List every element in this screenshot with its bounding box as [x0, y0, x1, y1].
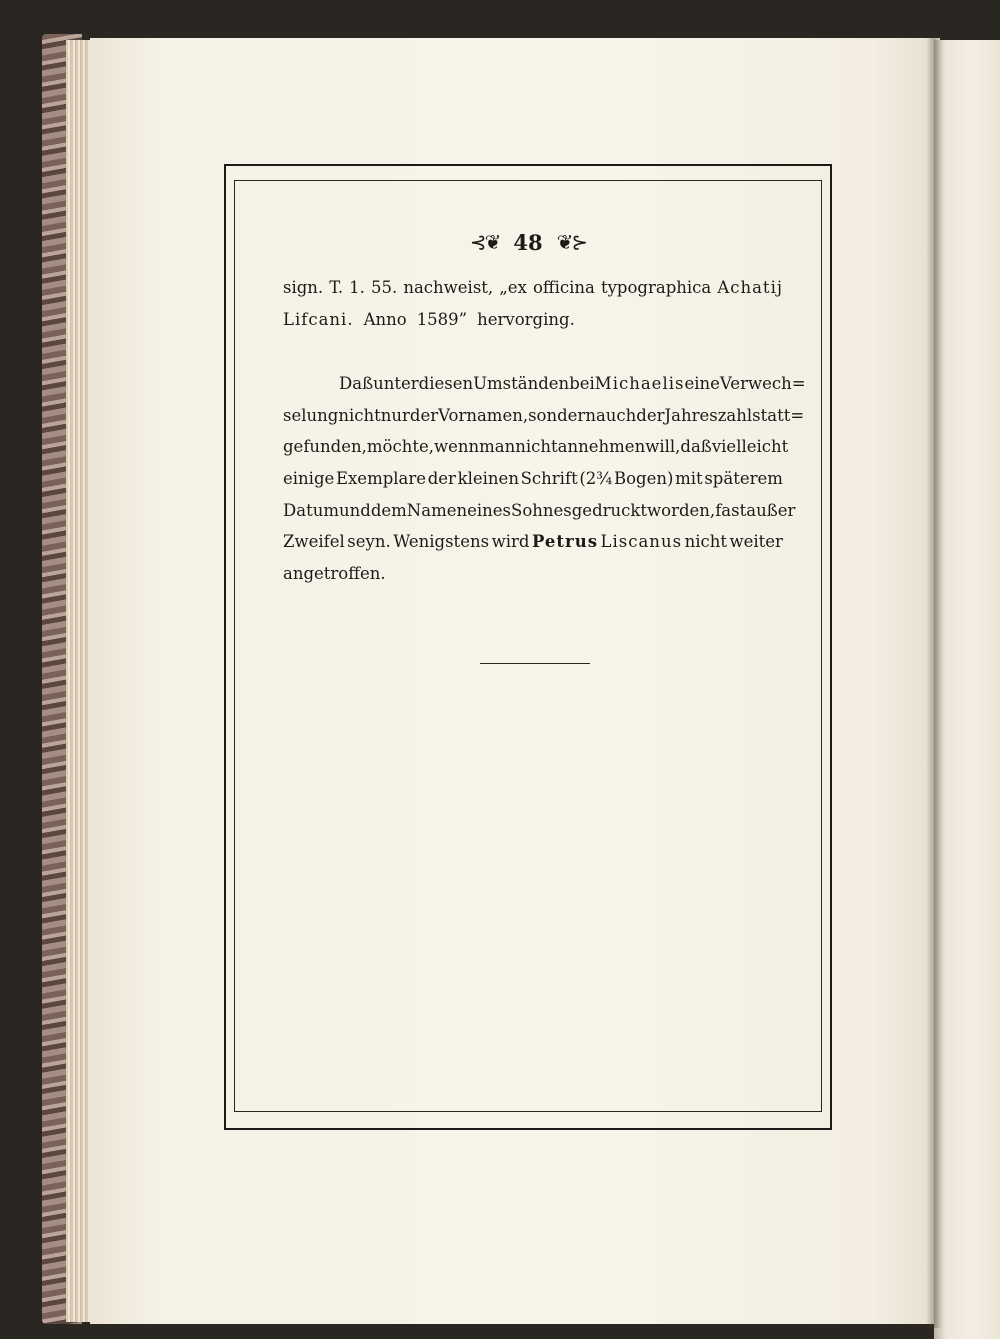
word: Anno	[363, 309, 407, 329]
paragraph-2	[283, 368, 806, 589]
word: bei	[569, 374, 595, 394]
word: gefunden,	[283, 437, 367, 457]
text-line	[283, 400, 805, 432]
word: Datum	[283, 500, 339, 520]
word: Verwech=	[719, 374, 806, 394]
word: einige	[283, 468, 335, 488]
text-line	[283, 495, 796, 527]
word: gedruckt	[571, 500, 648, 520]
text-line	[283, 463, 783, 495]
word: Namen	[406, 500, 468, 520]
facing-page	[934, 40, 1000, 1339]
word: kleinen	[457, 468, 519, 488]
word: wird	[491, 532, 530, 552]
word: Jahreszahl	[664, 405, 753, 425]
word: typographica	[600, 278, 712, 297]
word: nur	[380, 405, 410, 425]
word: Daß	[339, 374, 374, 394]
word: vielleicht	[711, 437, 789, 457]
word: nachweist,	[403, 278, 494, 297]
word: auch	[595, 405, 637, 425]
word: Michaelis	[594, 374, 685, 394]
word: sondern	[528, 405, 596, 425]
word: „ex	[499, 278, 527, 297]
text-line	[283, 304, 783, 336]
word: selung	[283, 405, 339, 425]
word: will,	[645, 437, 681, 457]
word: Lifcani.	[283, 309, 354, 329]
word: worden,	[647, 500, 716, 520]
word: Petrus	[531, 532, 599, 552]
word: officina	[532, 278, 595, 297]
word: eines	[467, 500, 512, 520]
text-line	[283, 431, 789, 463]
book-gutter	[926, 38, 942, 1328]
word: nicht	[338, 405, 381, 425]
page-header	[234, 224, 822, 260]
word: Achatij	[717, 278, 783, 297]
word: 55.	[371, 278, 398, 297]
word: (2¾	[579, 468, 613, 488]
word: dem	[370, 500, 407, 520]
word: 1589”	[416, 309, 468, 329]
page-number: 48	[513, 229, 543, 255]
word: außer	[746, 500, 796, 520]
word: seyn.	[347, 532, 391, 552]
word: fast	[715, 500, 747, 520]
word: der	[409, 405, 439, 425]
ornament-right-icon: ❦⊱	[556, 230, 587, 254]
word: und	[338, 500, 371, 520]
word: weiter	[729, 532, 783, 552]
word: der	[427, 468, 456, 488]
word: mit	[675, 468, 703, 488]
word: diesen	[418, 374, 474, 394]
word: statt=	[752, 405, 805, 425]
ornament-left-icon: ⊰❦	[469, 230, 500, 254]
text-line	[283, 526, 783, 558]
word: Zweifel	[283, 532, 345, 552]
word: Vornamen,	[438, 405, 529, 425]
word: nicht	[684, 532, 727, 552]
word: angetroffen.	[283, 563, 386, 583]
paragraph-spacer	[283, 335, 783, 368]
word: wenn	[433, 437, 480, 457]
word: hervorging.	[477, 309, 575, 329]
paragraph-1	[283, 272, 783, 335]
word: Exemplare	[335, 468, 427, 488]
word: annehmen	[557, 437, 646, 457]
word: sign.	[283, 278, 324, 297]
word: Schrift	[520, 468, 578, 488]
word: Wenigstens	[393, 532, 490, 552]
word: möchte,	[366, 437, 434, 457]
word: nicht	[515, 437, 558, 457]
text-line	[283, 558, 783, 590]
word: 1.	[349, 278, 365, 297]
word: T.	[329, 278, 344, 297]
text-line	[283, 368, 806, 400]
word: späterem	[704, 468, 783, 488]
text-line	[283, 272, 783, 304]
word: Sohnes	[511, 500, 572, 520]
body-text	[283, 272, 806, 589]
word: daß	[680, 437, 712, 457]
word: eine	[684, 374, 720, 394]
end-rule	[480, 663, 590, 664]
word: Bogen)	[613, 468, 674, 488]
word: der	[636, 405, 665, 425]
word: unter	[373, 374, 419, 394]
word: Umständen	[473, 374, 570, 394]
word: man	[479, 437, 516, 457]
word: Liscanus	[600, 532, 683, 552]
